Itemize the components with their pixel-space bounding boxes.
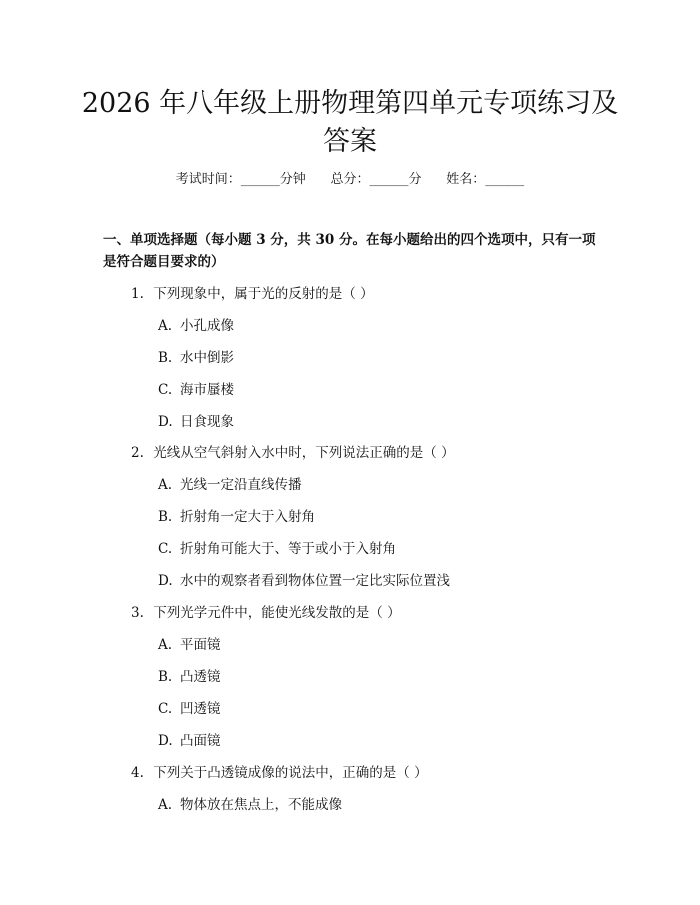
question-text: 下列现象中，属于光的反射的是（ ） — [153, 286, 374, 302]
option-letter: D. — [158, 733, 173, 749]
question-3-option-b — [158, 665, 221, 685]
option-letter: A. — [158, 797, 173, 813]
question-number: 3. — [131, 605, 144, 621]
option-text: 小孔成像 — [180, 318, 234, 334]
option-letter: A. — [158, 477, 173, 493]
option-text: 日食现象 — [180, 414, 234, 430]
option-text: 平面镜 — [180, 637, 221, 653]
option-text: 折射角一定大于入射角 — [180, 509, 315, 525]
option-text: 光线一定沿直线传播 — [180, 477, 302, 493]
question-2-option-b — [158, 505, 315, 525]
question-2-option-d — [158, 569, 450, 589]
section-heading — [103, 229, 613, 273]
question-1-option-a — [158, 314, 234, 334]
question-text: 下列光学元件中，能使光线发散的是（ ） — [153, 605, 401, 621]
question-3-option-a — [158, 633, 221, 653]
option-letter: C. — [158, 541, 173, 557]
question-3 — [131, 601, 401, 621]
question-text: 光线从空气斜射入水中时，下列说法正确的是（ ） — [153, 445, 455, 461]
question-2 — [131, 441, 455, 461]
option-letter: A. — [158, 637, 173, 653]
option-text: 水中倒影 — [180, 350, 234, 366]
question-number: 2. — [131, 445, 144, 461]
option-letter: B. — [158, 350, 173, 366]
section-heading-line-2: 是符合题目要求的） — [103, 254, 225, 270]
section-heading-line-1: 一、单项选择题（每小题 3 分，共 30 分。在每小题给出的四个选项中，只有一项 — [103, 232, 596, 248]
question-3-option-d — [158, 729, 221, 749]
option-text: 凸透镜 — [180, 669, 221, 685]
question-number: 1. — [131, 286, 144, 302]
document-title-line-1: 2026 年八年级上册物理第四单元专项练习及 — [81, 88, 619, 119]
option-letter: C. — [158, 701, 173, 717]
option-letter: D. — [158, 573, 173, 589]
question-2-option-a — [158, 473, 302, 493]
option-letter: D. — [158, 414, 173, 430]
question-4 — [131, 761, 428, 781]
question-1-option-d — [158, 410, 234, 430]
question-1-option-b — [158, 346, 234, 366]
option-text: 海市蜃楼 — [180, 382, 234, 398]
option-text: 折射角可能大于、等于或小于入射角 — [180, 541, 396, 557]
option-text: 水中的观察者看到物体位置一定比实际位置浅 — [180, 573, 450, 589]
option-letter: B. — [158, 669, 173, 685]
document-title-line-2: 答案 — [323, 126, 377, 157]
question-1 — [131, 282, 374, 302]
option-text: 物体放在焦点上，不能成像 — [180, 797, 342, 813]
question-number: 4. — [131, 765, 144, 781]
option-text: 凹透镜 — [180, 701, 221, 717]
question-2-option-c — [158, 537, 396, 557]
option-letter: C. — [158, 382, 173, 398]
option-text: 凸面镜 — [180, 733, 221, 749]
question-4-option-a — [158, 793, 342, 813]
exam-info-line: 考试时间：______分钟 总分：______分 姓名：______ — [175, 172, 525, 187]
question-3-option-c — [158, 697, 221, 717]
option-letter: B. — [158, 509, 173, 525]
question-1-option-c — [158, 378, 234, 398]
option-letter: A. — [158, 318, 173, 334]
question-text: 下列关于凸透镜成像的说法中，正确的是（ ） — [153, 765, 428, 781]
